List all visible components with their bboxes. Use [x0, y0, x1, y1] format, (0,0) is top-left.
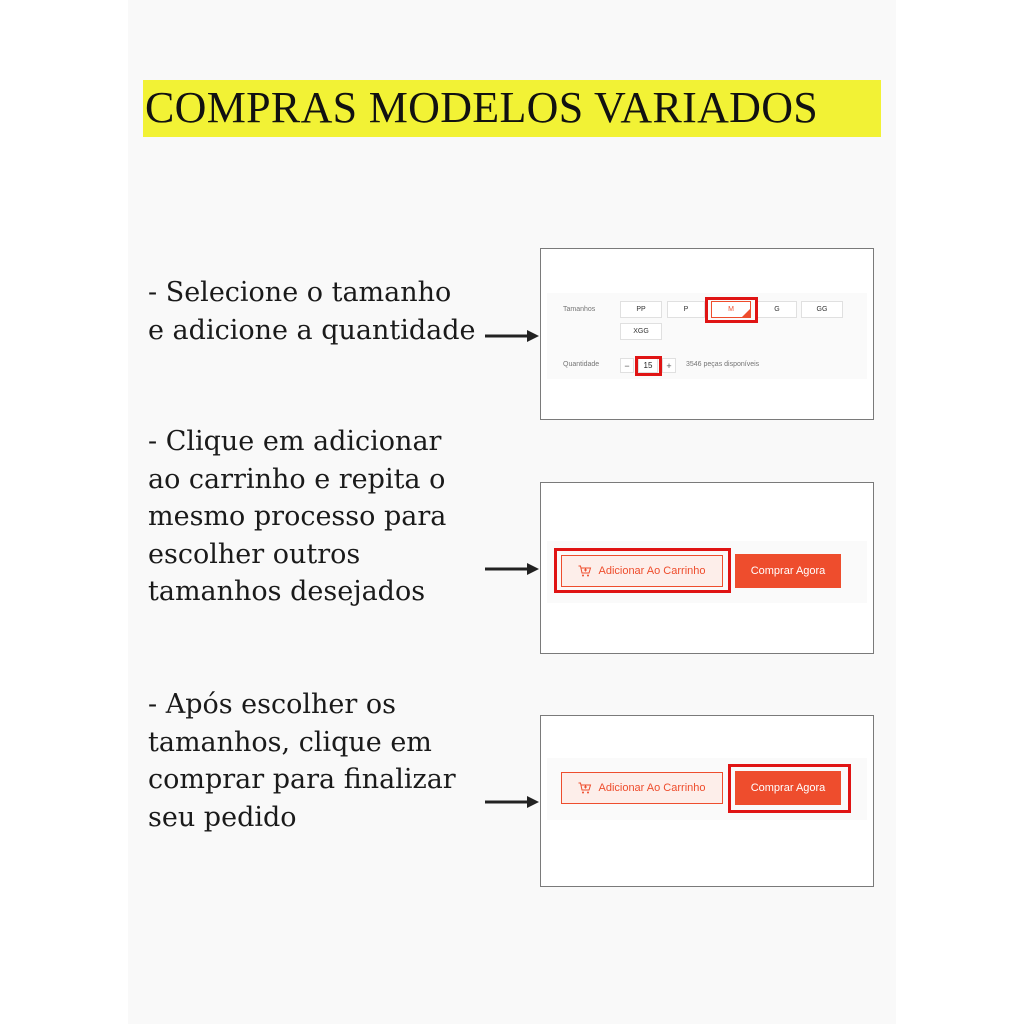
size-option-p[interactable]: P — [667, 301, 705, 318]
arrow-right-icon — [485, 329, 540, 343]
step-2-text: - Clique em adicionar ao carrinho e repita o mesmo processo para escolher outros tamanhos desejados — [148, 426, 447, 607]
add-to-cart-label: Adicionar Ao Carrinho — [598, 782, 706, 794]
step-1-text: - Selecione o tamanho e adicione a quantidade — [148, 277, 476, 346]
buy-now-button[interactable]: Comprar Agora — [735, 554, 841, 588]
quantity-input[interactable]: 15 — [638, 358, 658, 373]
buy-now-button[interactable]: Comprar Agora — [735, 771, 841, 805]
page-title-banner — [143, 80, 881, 137]
screenshot-buy-now — [540, 715, 874, 887]
add-to-cart-label: Adicionar Ao Carrinho — [598, 565, 706, 577]
highlight-size-selection — [705, 297, 758, 323]
sizes-label: Tamanhos — [563, 306, 596, 313]
highlight-buy-now — [728, 764, 851, 813]
size-option-g[interactable]: G — [757, 301, 797, 318]
size-option-gg[interactable]: GG — [801, 301, 843, 318]
arrow-right-icon — [485, 795, 540, 809]
highlight-add-to-cart — [554, 548, 731, 593]
size-option-m-label: M — [728, 306, 734, 313]
add-to-cart-button[interactable] — [561, 772, 723, 804]
quantity-decrease-button[interactable]: − — [620, 358, 634, 373]
screenshot-size-quantity — [540, 248, 874, 420]
size-option-pp[interactable]: PP — [620, 301, 662, 318]
step-3-text: - Após escolher os tamanhos, clique em comprar para finalizar seu pedido — [148, 689, 456, 833]
cart-icon — [578, 782, 592, 794]
quantity-label: Quantidade — [563, 361, 600, 368]
page-title: COMPRAS MODELOS VARIADOS — [145, 83, 819, 132]
stock-available: 3546 peças disponíveis — [686, 361, 760, 368]
arrow-right-icon — [485, 562, 540, 576]
screenshot-add-to-cart — [540, 482, 874, 654]
size-option-xgg[interactable]: XGG — [620, 323, 662, 340]
highlight-quantity — [635, 356, 662, 376]
quantity-increase-button[interactable]: + — [662, 358, 676, 373]
